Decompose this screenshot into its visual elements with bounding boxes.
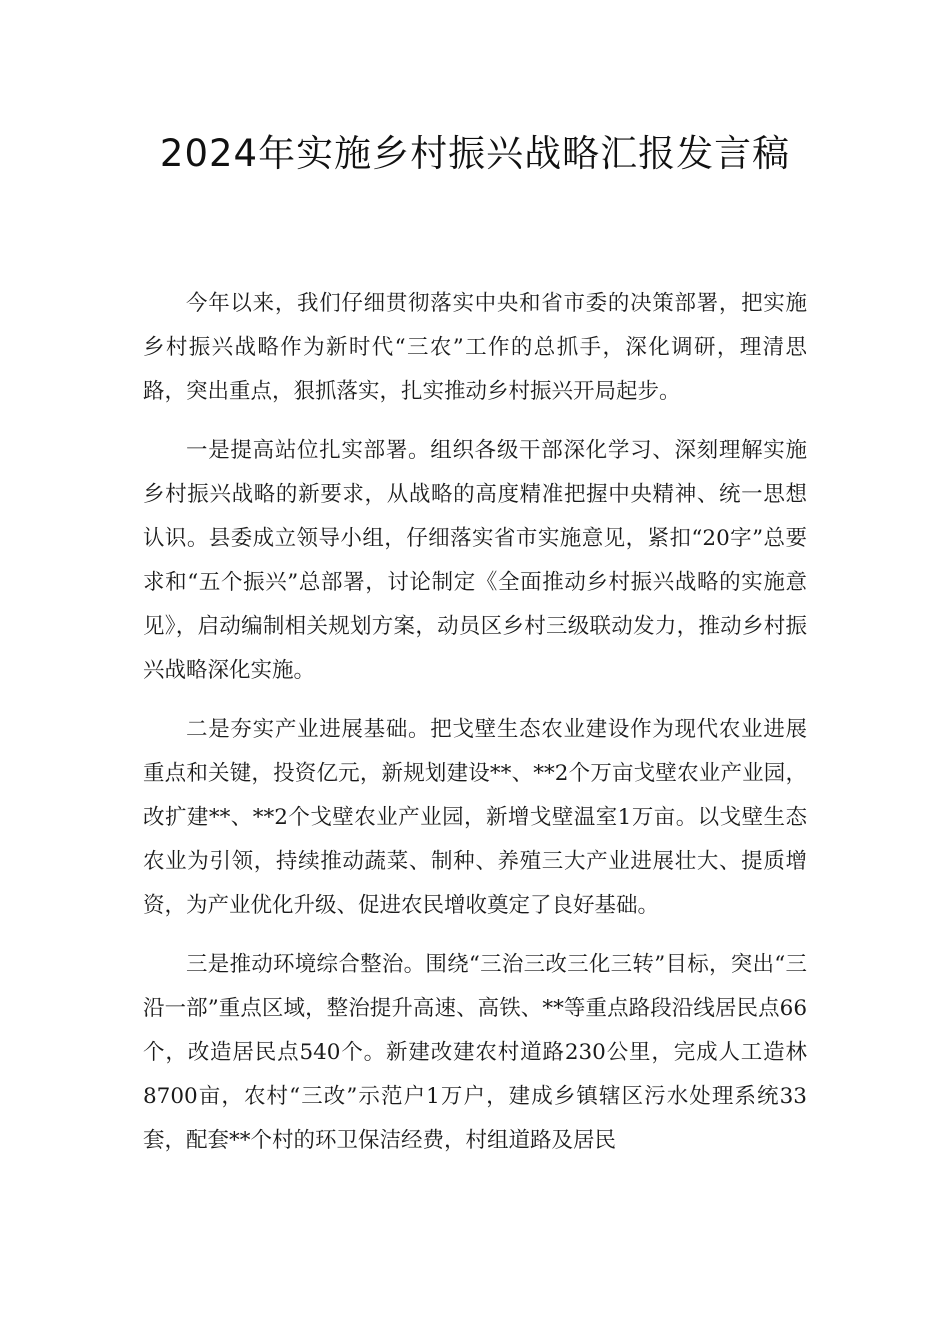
paragraph-industry: 二是夯实产业进展基础。把戈壁生态农业建设作为现代农业进展重点和关键，投资亿元，新规划建设**、**2个万亩戈壁农业产业园，改扩建**、**2个戈壁农业产业园，新增戈壁温室1万亩。以戈壁生态农业为引领，持续推动蔬菜、制种、养殖三大产业进展壮大、提质增资，为产业优化升级、促进农民增收奠定了良好基础。 — [143, 717, 807, 918]
paragraph-deployment: 一是提高站位扎实部署。组织各级干部深化学习、深刻理解实施乡村振兴战略的新要求，从战略的高度精准把握中央精神、统一思想认识。县委成立领导小组，仔细落实省市实施意见，紧扣“20字”总要求和“五个振兴”总部署，讨论制定《全面推动乡村振兴战略的实施意见》，启动编制相关规划方案，动员区乡村三级联动发力，推动乡村振兴战略深化实施。 — [143, 438, 807, 683]
document-body — [143, 282, 807, 1178]
paragraph-intro: 今年以来，我们仔细贯彻落实中央和省市委的决策部署，把实施乡村振兴战略作为新时代“三农”工作的总抓手，深化调研，理清思路，突出重点，狠抓落实，扎实推动乡村振兴开局起步。 — [143, 291, 807, 404]
document-title: 2024年实施乡村振兴战略汇报发言稿 — [159, 132, 791, 175]
paragraph-environment: 三是推动环境综合整治。围绕“三治三改三化三转”目标，突出“三沿一部”重点区域，整治提升高速、高铁、**等重点路段沿线居民点66个，改造居民点540个。新建改建农村道路230公里，完成人工造林8700亩，农村“三改”示范户1万户，建成乡镇辖区污水处理系统33套，配套**个村的环卫保洁经费，村组道路及居民 — [143, 952, 807, 1153]
